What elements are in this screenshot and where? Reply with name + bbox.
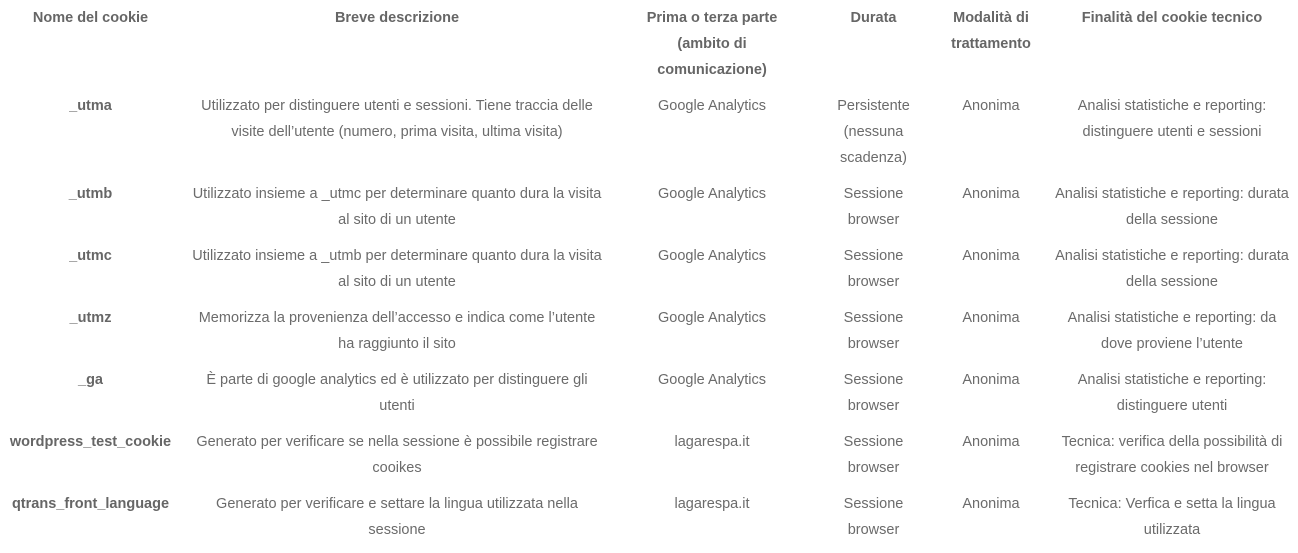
cookie-treatment: Anonima <box>962 496 1020 512</box>
cookie-name: _utmc <box>69 248 112 264</box>
cookie-description: Generato per verificare e settare la lingua utilizzata nella sessione <box>216 496 578 538</box>
cookie-purpose: Analisi statistiche e reporting: distinguere utenti e sessioni <box>1077 98 1267 140</box>
header-purpose: Finalità del cookie tecnico <box>1081 10 1263 26</box>
cookie-name: qtrans_front_language <box>11 496 170 512</box>
header-duration: Durata <box>850 10 897 26</box>
cookie-party: Google Analytics <box>657 372 766 388</box>
cookie-duration: Sessione browser <box>843 310 904 352</box>
cookie-description: Memorizza la provenienza dell’accesso e indica come l’utente ha raggiunto il sito <box>198 310 596 352</box>
table-body <box>0 93 1298 553</box>
cookie-description: Utilizzato insieme a _utmb per determinare quanto dura la visita al sito di un utente <box>192 248 602 290</box>
cookie-purpose: Tecnica: Verfica e setta la lingua utilizzata <box>1068 496 1276 538</box>
table-row <box>0 429 1298 491</box>
cookie-purpose: Analisi statistiche e reporting: durata della sessione <box>1055 248 1289 290</box>
cookie-name: _utma <box>69 98 112 114</box>
cookie-party: Google Analytics <box>657 310 766 326</box>
cookie-name: _ga <box>78 372 103 388</box>
cookie-purpose: Analisi statistiche e reporting: da dove proviene l’utente <box>1067 310 1277 352</box>
cookie-name: _utmz <box>69 310 112 326</box>
cookie-party: lagarespa.it <box>674 496 750 512</box>
header-cookie-name: Nome del cookie <box>32 10 149 26</box>
cookie-duration: Persistente (nessuna scadenza) <box>837 98 910 166</box>
table-row <box>0 491 1298 553</box>
cookie-party: Google Analytics <box>657 98 766 114</box>
cookie-purpose: Tecnica: verifica della possibilità di registrare cookies nel browser <box>1061 434 1283 476</box>
header-row <box>0 0 1298 93</box>
cookie-name: wordpress_test_cookie <box>9 434 172 450</box>
header-party: Prima o terza parte (ambito di comunicazione) <box>646 10 778 78</box>
cookie-duration: Sessione browser <box>843 434 904 476</box>
cookie-purpose: Analisi statistiche e reporting: durata della sessione <box>1055 186 1289 228</box>
cookie-treatment: Anonima <box>962 434 1020 450</box>
cookie-description: È parte di google analytics ed è utilizzato per distinguere gli utenti <box>206 372 588 414</box>
table-row <box>0 93 1298 181</box>
table-row <box>0 305 1298 367</box>
cookie-description: Utilizzato insieme a _utmc per determinare quanto dura la visita al sito di un utente <box>192 186 602 228</box>
cookie-duration: Sessione browser <box>843 372 904 414</box>
cookie-treatment: Anonima <box>962 186 1020 202</box>
cookie-treatment: Anonima <box>962 372 1020 388</box>
cookie-description: Utilizzato per distinguere utenti e sessioni. Tiene traccia delle visite dell’utente (numero, prima visita, ultima visita) <box>201 98 593 140</box>
cookie-duration: Sessione browser <box>843 496 904 538</box>
cookie-party: lagarespa.it <box>674 434 750 450</box>
cookie-purpose: Analisi statistiche e reporting: distinguere utenti <box>1077 372 1267 414</box>
table-header <box>0 0 1298 93</box>
cookie-duration: Sessione browser <box>843 248 904 290</box>
cookie-party: Google Analytics <box>657 186 766 202</box>
cookie-treatment: Anonima <box>962 310 1020 326</box>
cookie-party: Google Analytics <box>657 248 766 264</box>
table-row <box>0 181 1298 243</box>
table-row <box>0 243 1298 305</box>
cookie-description: Generato per verificare se nella sessione è possibile registrare cooikes <box>196 434 598 476</box>
cookie-name: _utmb <box>68 186 113 202</box>
cookie-duration: Sessione browser <box>843 186 904 228</box>
header-description: Breve descrizione <box>334 10 460 26</box>
cookie-treatment: Anonima <box>962 248 1020 264</box>
header-treatment: Modalità di trattamento <box>951 10 1031 52</box>
table-row <box>0 367 1298 429</box>
cookie-treatment: Anonima <box>962 98 1020 114</box>
